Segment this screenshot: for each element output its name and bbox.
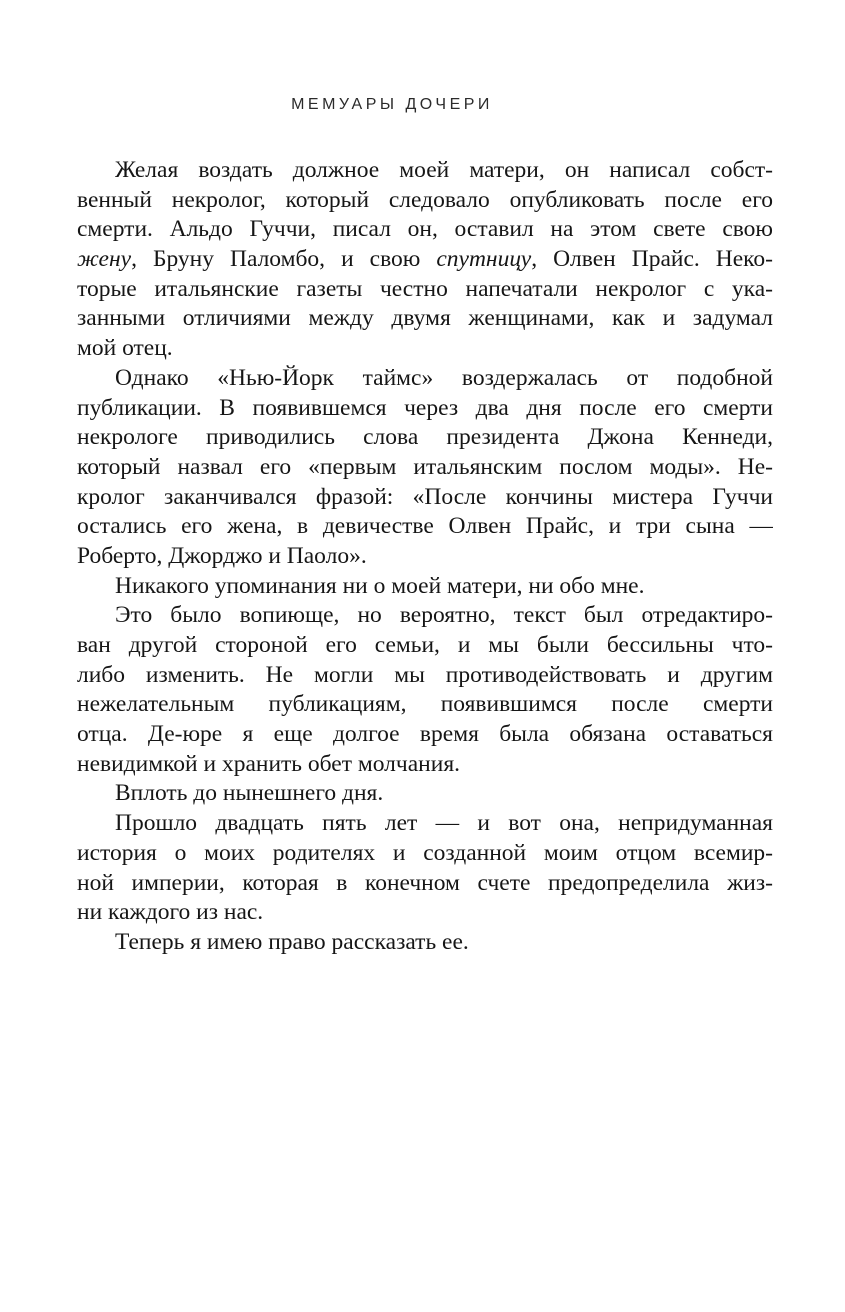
paragraph [77,601,773,779]
text-line [77,898,773,928]
text-line [77,334,773,364]
text-line [77,779,773,809]
text-line [77,512,773,542]
text-segment: , Бруну Паломбо, и свою [131,246,437,273]
text-line [77,690,773,720]
text-segment: нежелательным публикациям, появившимся после смерти [77,691,773,718]
text-line [77,394,773,424]
text-segment: Желая воздать должное моей матери, он написал собст- [115,157,773,183]
text-line [77,304,773,334]
text-segment: , Олвен Прайс. Неко- [531,246,773,273]
text-segment: отца. Де-юре я еще долгое время была обязана оставаться [77,721,773,748]
text-line [77,631,773,661]
text-segment: кролог заканчивался фразой: «После кончины мистера Гуччи [77,483,773,510]
text-segment: Никакого упоминания ни о моей матери, ни обо мне. [115,572,645,599]
text-line [77,542,773,572]
text-segment: смерти. Альдо Гуччи, писал он, оставил на этом свете свою [77,216,773,243]
paragraph [77,779,773,809]
italic-text-segment: спутницу [436,246,532,273]
text-line [77,661,773,691]
text-line [77,928,773,958]
text-line [77,572,773,602]
text-line [77,245,773,275]
text-line [77,215,773,245]
paragraph [77,928,773,958]
page-header: МЕМУАРЫ ДОЧЕРИ [291,96,493,113]
text-segment: Роберто, Джорджо и Паоло». [77,542,367,569]
text-segment: остались его жена, в девичестве Олвен Прайс, и три сына — [77,513,773,540]
text-line [77,869,773,899]
paragraph [77,364,773,572]
paragraph [77,809,773,928]
text-segment: венный некролог, который следовало опубликовать после его [77,186,773,213]
text-segment: публикации. В появившемся через два дня после его смерти [77,394,773,421]
text-segment: Прошло двадцать пять лет — и вот она, непридуманная [115,810,773,837]
text-line [77,275,773,305]
text-segment: Вплоть до нынешнего дня. [115,780,384,807]
text-segment: который назвал его «первым итальянским послом моды». Не- [77,453,773,480]
body-text [77,156,773,958]
text-segment: ни каждого из нас. [77,899,264,926]
text-segment: невидимкой и хранить обет молчания. [77,750,460,777]
text-segment: история о моих родителях и созданной моим отцом всемир- [77,839,773,866]
text-line [77,483,773,513]
text-line [77,453,773,483]
paragraph [77,156,773,364]
text-segment: некрологе приводились слова президента Джона Кеннеди, [77,424,773,451]
text-line [77,423,773,453]
text-line [77,156,773,186]
italic-text-segment: жену [77,246,132,273]
text-line [77,601,773,631]
paragraph [77,572,773,602]
text-segment: Это было вопиюще, но вероятно, текст был отредактиро- [115,602,773,629]
text-segment: либо изменить. Не могли мы противодействовать и другим [77,661,773,688]
text-line [77,720,773,750]
text-line [77,809,773,839]
text-segment: занными отличиями между двумя женщинами, как и задумал [77,305,773,332]
text-segment: мой отец. [77,335,173,362]
text-segment: торые итальянские газеты честно напечатали некролог с ука- [77,275,773,302]
text-line [77,839,773,869]
text-segment: Теперь я имею право рассказать ее. [115,928,469,955]
text-segment: Однако «Нью-Йорк таймс» воздержалась от подобной [115,364,773,391]
text-segment: ной империи, которая в конечном счете предопределила жиз- [77,869,773,896]
text-line [77,364,773,394]
text-line [77,186,773,216]
text-line [77,750,773,780]
text-segment: ван другой стороной его семьи, и мы были бессильны что- [77,632,773,658]
